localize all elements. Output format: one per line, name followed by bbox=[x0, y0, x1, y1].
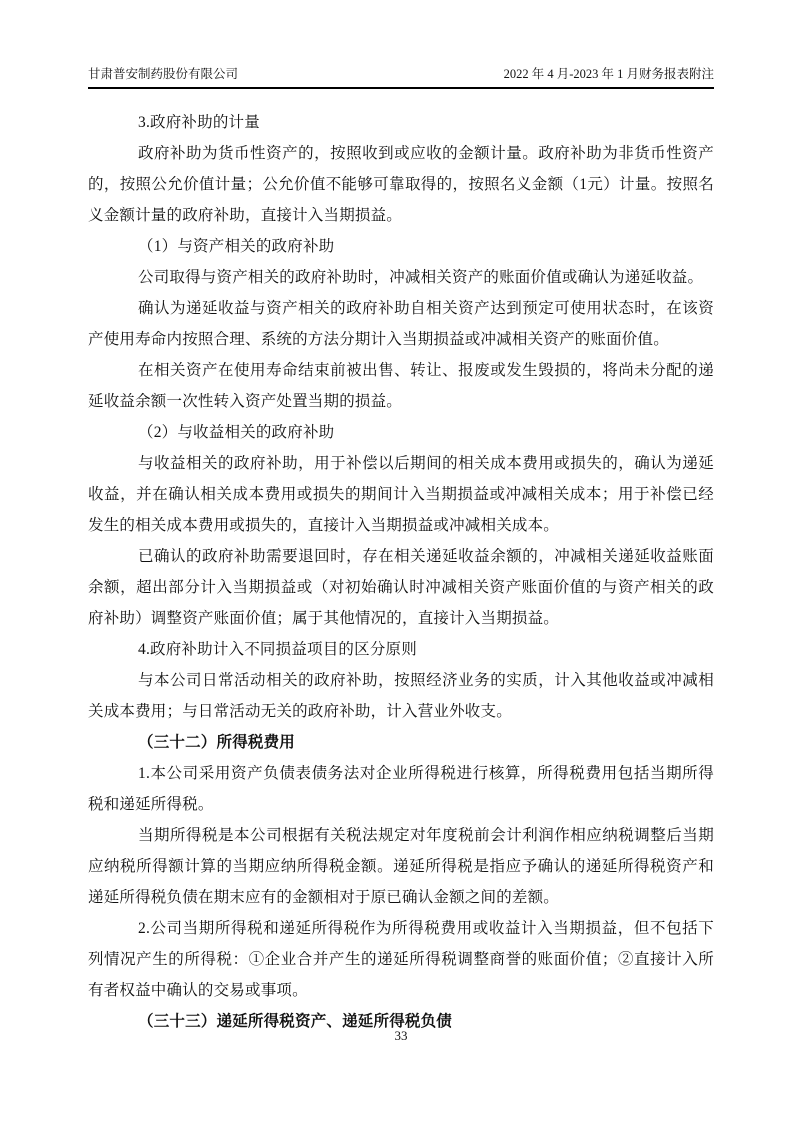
document-body bbox=[88, 107, 714, 1037]
header-company-name: 甘肃普安制药股份有限公司 bbox=[88, 67, 239, 81]
paragraph: 与本公司日常活动相关的政府补助，按照经济业务的实质，计入其他收益或冲减相关成本费用；与日常活动无关的政府补助，计入营业外收支。 bbox=[88, 672, 714, 720]
paragraph: 4.政府补助计入不同损益项目的区分原则 bbox=[138, 641, 417, 658]
paragraph: 公司取得与资产相关的政府补助时，冲减相关资产的账面价值或确认为递延收益。 bbox=[138, 269, 704, 286]
paragraph: 确认为递延收益与资产相关的政府补助自相关资产达到预定可使用状态时，在该资产使用寿命内按照合理、系统的方法分期计入当期损益或冲减相关资产的账面价值。 bbox=[88, 300, 714, 348]
paragraph: 3.政府补助的计量 bbox=[138, 114, 260, 131]
header-report-title: 2022 年 4 月-2023 年 1 月财务报表附注 bbox=[503, 67, 714, 81]
section-heading: （三十二）所得税费用 bbox=[138, 734, 296, 751]
paragraph: 2.公司当期所得税和递延所得税作为所得税费用或收益计入当期损益，但不包括下列情况产生的所得税：①企业合并产生的递延所得税调整商誉的账面价值；②直接计入所有者权益中确认的交易或事项。 bbox=[88, 920, 714, 999]
paragraph: 政府补助为货币性资产的，按照收到或应收的金额计量。政府补助为非货币性资产的，按照公允价值计量；公允价值不能够可靠取得的，按照名义金额（1元）计量。按照名义金额计量的政府补助，直接计入当期损益。 bbox=[88, 145, 714, 224]
paragraph: （1）与资产相关的政府补助 bbox=[138, 238, 335, 255]
page-number: 33 bbox=[394, 1028, 408, 1043]
paragraph: 已确认的政府补助需要退回时，存在相关递延收益余额的，冲减相关递延收益账面余额，超出部分计入当期损益或（对初始确认时冲减相关资产账面价值的与资产相关的政府补助）调整资产账面价值；属于其他情况的，直接计入当期损益。 bbox=[88, 548, 714, 627]
page-header bbox=[88, 66, 714, 89]
paragraph: 1.本公司采用资产负债表债务法对企业所得税进行核算，所得税费用包括当期所得税和递延所得税。 bbox=[88, 765, 714, 813]
paragraph: （2）与收益相关的政府补助 bbox=[138, 424, 335, 441]
paragraph: 当期所得税是本公司根据有关税法规定对年度税前会计利润作相应纳税调整后当期应纳税所得额计算的当期应纳所得税金额。递延所得税是指应予确认的递延所得税资产和递延所得税负债在期末应有的金额相对于原已确认金额之间的差额。 bbox=[88, 827, 714, 906]
page-footer bbox=[88, 1027, 714, 1044]
section-heading: （三十三）递延所得税资产、递延所得税负债 bbox=[138, 1013, 453, 1030]
paragraph: 在相关资产在使用寿命结束前被出售、转让、报废或发生毁损的，将尚未分配的递延收益余额一次性转入资产处置当期的损益。 bbox=[88, 362, 714, 410]
paragraph: 与收益相关的政府补助，用于补偿以后期间的相关成本费用或损失的，确认为递延收益，并在确认相关成本费用或损失的期间计入当期损益或冲减相关成本；用于补偿已经发生的相关成本费用或损失的，直接计入当期损益或冲减相关成本。 bbox=[88, 455, 714, 534]
